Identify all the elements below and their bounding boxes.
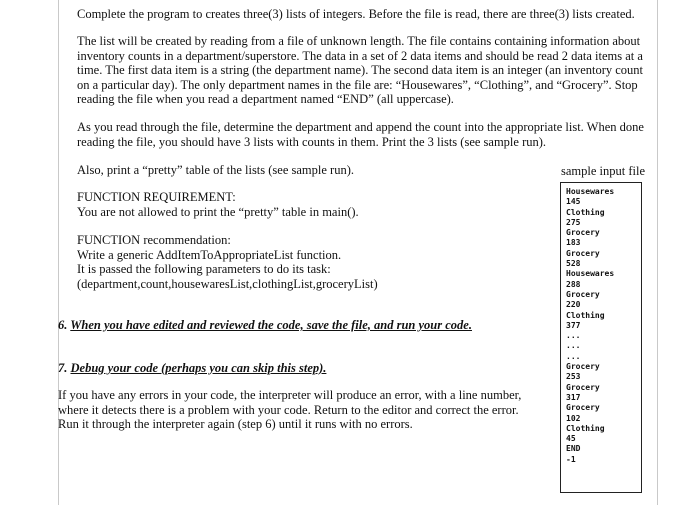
sample-input-line: END — [566, 444, 581, 454]
sample-input-line: Grocery — [566, 362, 600, 372]
sample-input-line: 145 — [566, 197, 581, 207]
intro-text: Complete the program to creates three(3) lists of integers. Before the file is read, there are three(3) lists created. — [77, 7, 635, 21]
paragraph-line: reading the file when you read a department named “END” (all uppercase). — [77, 92, 454, 106]
file-description-paragraph — [77, 34, 642, 107]
step-7-heading — [58, 361, 326, 376]
sample-input-line: -1 — [566, 454, 576, 464]
sample-input-line: Grocery — [566, 289, 600, 299]
sample-input-line: 45 — [566, 434, 576, 444]
sample-input-line: Housewares — [566, 187, 615, 196]
sample-input-line: Clothing — [566, 310, 605, 320]
function-requirement-title: FUNCTION REQUIREMENT: — [77, 190, 236, 204]
paragraph-line: The list will be created by reading from a file of unknown length. The file contains containing information about — [77, 34, 641, 48]
step-7-number: 7. — [58, 361, 68, 375]
sample-input-line: 288 — [566, 279, 581, 289]
sample-input-line: 528 — [566, 259, 581, 269]
sample-input-label: sample input file — [561, 164, 646, 178]
function-recommendation-title: FUNCTION recommendation: — [77, 233, 231, 247]
sample-input-line: 317 — [566, 392, 581, 402]
paragraph-line: where it detects there is a problem with your code. Return to the editor and correct the error. — [58, 402, 519, 417]
sample-input-line: ... — [566, 331, 581, 341]
sample-input-line: 253 — [566, 372, 581, 382]
function-recommendation-line: (department,count,housewaresList,clothingList,groceryList) — [77, 276, 378, 291]
paragraph-line: reading the file, you should have 3 lists with counts in them. Print the 3 lists (see sample run). — [77, 134, 547, 149]
sample-input-line: 102 — [566, 413, 581, 423]
sample-input-line: Clothing — [566, 423, 605, 433]
paragraph-line: If you have any errors in your code, the interpreter will produce an error, with a line number, — [58, 388, 522, 402]
paragraph-line: Run it through the interpreter again (step 6) until it runs with no errors. — [58, 417, 413, 431]
processing-paragraph — [77, 120, 642, 149]
step-6-number: 6. — [58, 318, 68, 332]
sample-input-line: Grocery — [566, 382, 600, 392]
sample-input-line: 183 — [566, 238, 581, 248]
paragraph-line: inventory counts in a department/superstore. The data in a set of 2 data items and should be read 2 data items at a — [77, 48, 643, 63]
sample-input-line: Grocery — [566, 248, 600, 258]
sample-input-line: ... — [566, 351, 581, 361]
pretty-table-text: Also, print a “pretty” table of the lists (see sample run). — [77, 163, 355, 177]
page-right-border — [657, 0, 658, 505]
step-6-heading — [58, 318, 472, 333]
sample-input-line: Clothing — [566, 207, 605, 217]
debug-paragraph — [58, 388, 548, 432]
sample-input-line: ... — [566, 341, 581, 351]
sample-input-line: Grocery — [566, 228, 600, 238]
function-requirement-text: You are not allowed to print the “pretty” table in main(). — [77, 204, 359, 219]
step-7-text: Debug your code (perhaps you can skip this step). — [70, 361, 327, 375]
sample-input-line: Housewares — [566, 269, 615, 279]
sample-input-line: 275 — [566, 217, 581, 227]
sample-input-box — [560, 182, 642, 493]
paragraph-line: time. The first data item is a string (the department name). The second data item is an integer (an inventory count — [77, 63, 644, 77]
function-recommendation-line: Write a generic AddItemToAppropriateList function. — [77, 247, 342, 262]
function-recommendation-line: It is passed the following parameters to do its task: — [77, 262, 331, 276]
sample-input-line: 377 — [566, 320, 581, 330]
sample-input-line: 220 — [566, 300, 581, 310]
function-requirement — [77, 190, 547, 219]
sample-input-line: Grocery — [566, 403, 600, 413]
paragraph-line: on a particular day). The only department names in the file are: “Housewares”, “Clothing”, and “Grocery”. Stop — [77, 77, 638, 92]
paragraph-line: As you read through the file, determine the department and append the count into the appropriate list. When done — [77, 120, 644, 134]
step-6-text: When you have edited and reviewed the code, save the file, and run your code. — [70, 318, 472, 332]
function-recommendation — [77, 233, 547, 291]
